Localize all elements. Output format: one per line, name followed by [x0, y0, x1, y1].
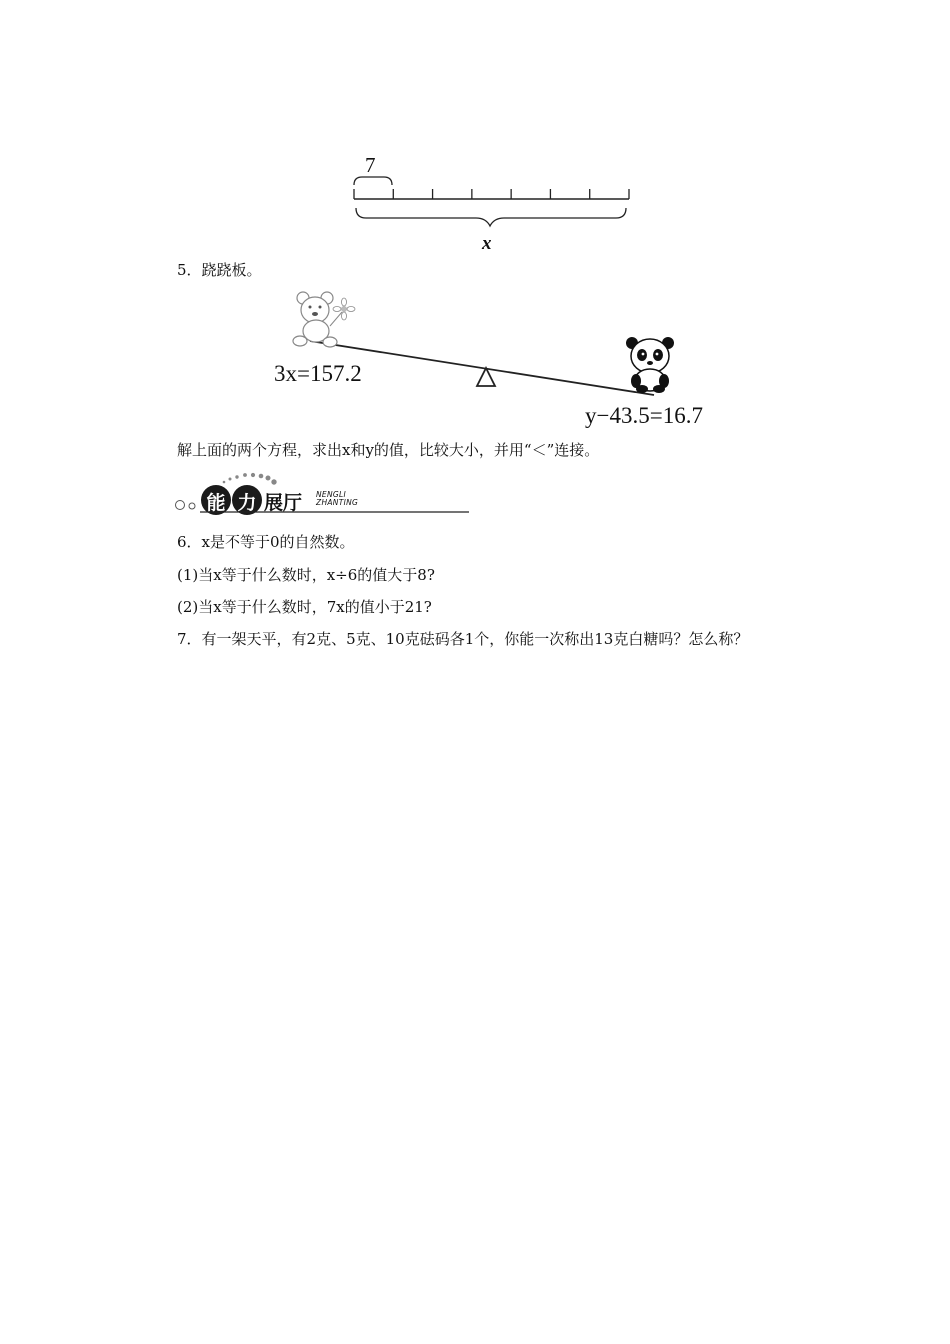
q6-title: 6．x是不等于0的自然数。 — [177, 533, 355, 551]
section-header-decoration — [0, 0, 950, 530]
segment-label: 7 — [365, 153, 376, 177]
small-circle-icon — [176, 501, 185, 510]
right-equation: y−43.5=16.7 — [585, 403, 703, 428]
q6-part1: (1)当x等于什么数时，x÷6的值大于8? — [177, 566, 435, 584]
total-label: x — [482, 233, 492, 254]
q5-title: 5．跷跷板。 — [177, 261, 262, 279]
left-equation: 3x=157.2 — [274, 361, 362, 386]
q5-instruction: 解上面的两个方程，求出x和y的值，比较大小，并用“＜”连接。 — [177, 441, 600, 459]
section-pinyin: NENGLI ZHANTING — [316, 490, 359, 507]
q7-text: 7．有一架天平，有2克、5克、10克砝码各1个，你能一次称出13克白糖吗？怎么称？ — [177, 630, 749, 648]
small-circle-icon — [189, 503, 195, 509]
q6-part2: (2)当x等于什么数时，7x的值小于21? — [177, 598, 432, 616]
